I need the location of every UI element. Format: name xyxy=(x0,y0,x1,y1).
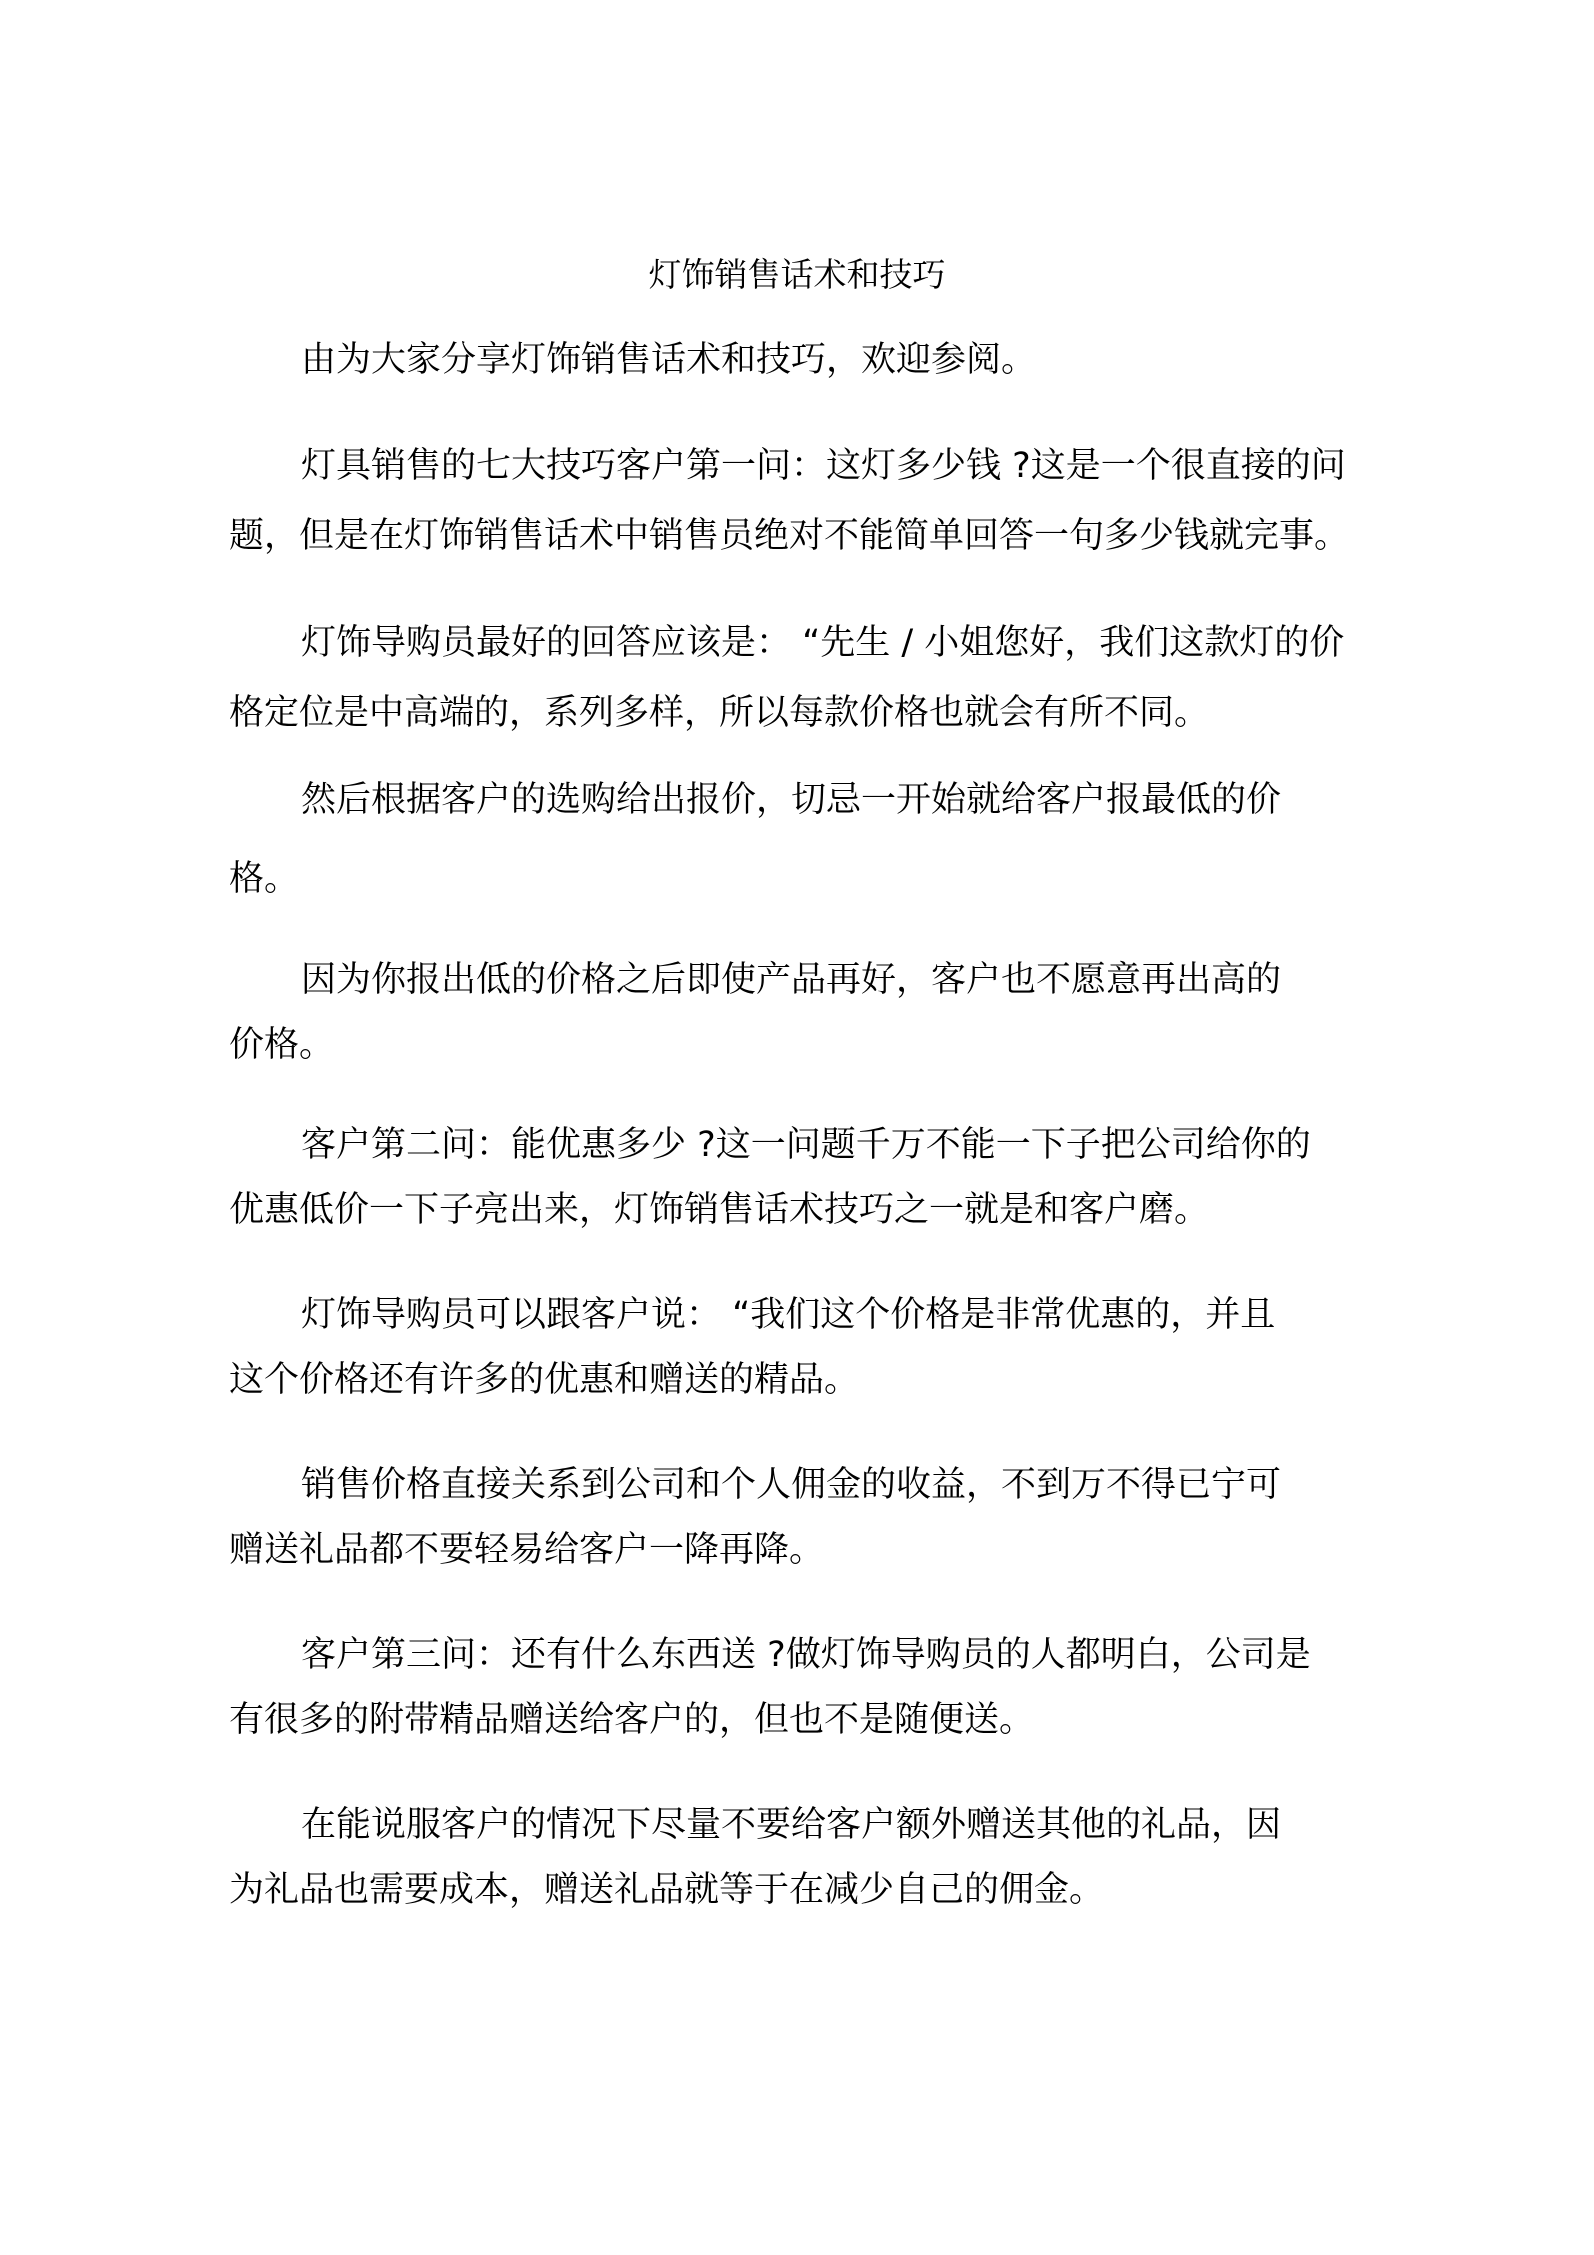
paragraph-line: 这个价格还有许多的优惠和赠送的精品。 xyxy=(229,1360,860,1400)
paragraph-line: 灯具销售的七大技巧客户第一问：这灯多少钱 ?这是一个很直接的问 xyxy=(301,446,1346,486)
paragraph-line: 客户第三问：还有什么东西送 ?做灯饰导购员的人都明白，公司是 xyxy=(301,1635,1311,1675)
paragraph-line: 格定位是中高端的，系列多样，所以每款价格也就会有所不同。 xyxy=(229,693,1210,733)
paragraph-line: 客户第二问：能优惠多少 ?这一问题千万不能一下子把公司给你的 xyxy=(301,1125,1311,1165)
paragraph-line: 灯饰导购员最好的回答应该是： “先生 / 小姐您好，我们这款灯的价 xyxy=(301,623,1345,663)
paragraph-line: 然后根据客户的选购给出报价，切忌一开始就给客户报最低的价 xyxy=(301,780,1282,820)
paragraph-line: 由为大家分享灯饰销售话术和技巧，欢迎参阅。 xyxy=(301,340,1037,380)
paragraph-line: 有很多的附带精品赠送给客户的，但也不是随便送。 xyxy=(229,1700,1035,1740)
paragraph-line: 在能说服客户的情况下尽量不要给客户额外赠送其他的礼品，因 xyxy=(301,1805,1282,1845)
paragraph-line: 为礼品也需要成本，赠送礼品就等于在减少自己的佣金。 xyxy=(229,1870,1105,1910)
paragraph-line: 灯饰导购员可以跟客户说： “我们这个价格是非常优惠的，并且 xyxy=(301,1295,1276,1335)
paragraph-line: 赠送礼品都不要轻易给客户一降再降。 xyxy=(229,1530,825,1570)
paragraph-line: 销售价格直接关系到公司和个人佣金的收益，不到万不得已宁可 xyxy=(301,1465,1282,1505)
paragraph-line: 价格。 xyxy=(229,1025,335,1065)
paragraph-line: 因为你报出低的价格之后即使产品再好，客户也不愿意再出高的 xyxy=(301,960,1282,1000)
page-title: 灯饰销售话术和技巧 xyxy=(648,255,946,294)
paragraph-line: 格。 xyxy=(229,859,300,899)
paragraph-line: 优惠低价一下子亮出来，灯饰销售话术技巧之一就是和客户磨。 xyxy=(229,1190,1210,1230)
paragraph-line: 题，但是在灯饰销售话术中销售员绝对不能简单回答一句多少钱就完事。 xyxy=(229,516,1350,556)
